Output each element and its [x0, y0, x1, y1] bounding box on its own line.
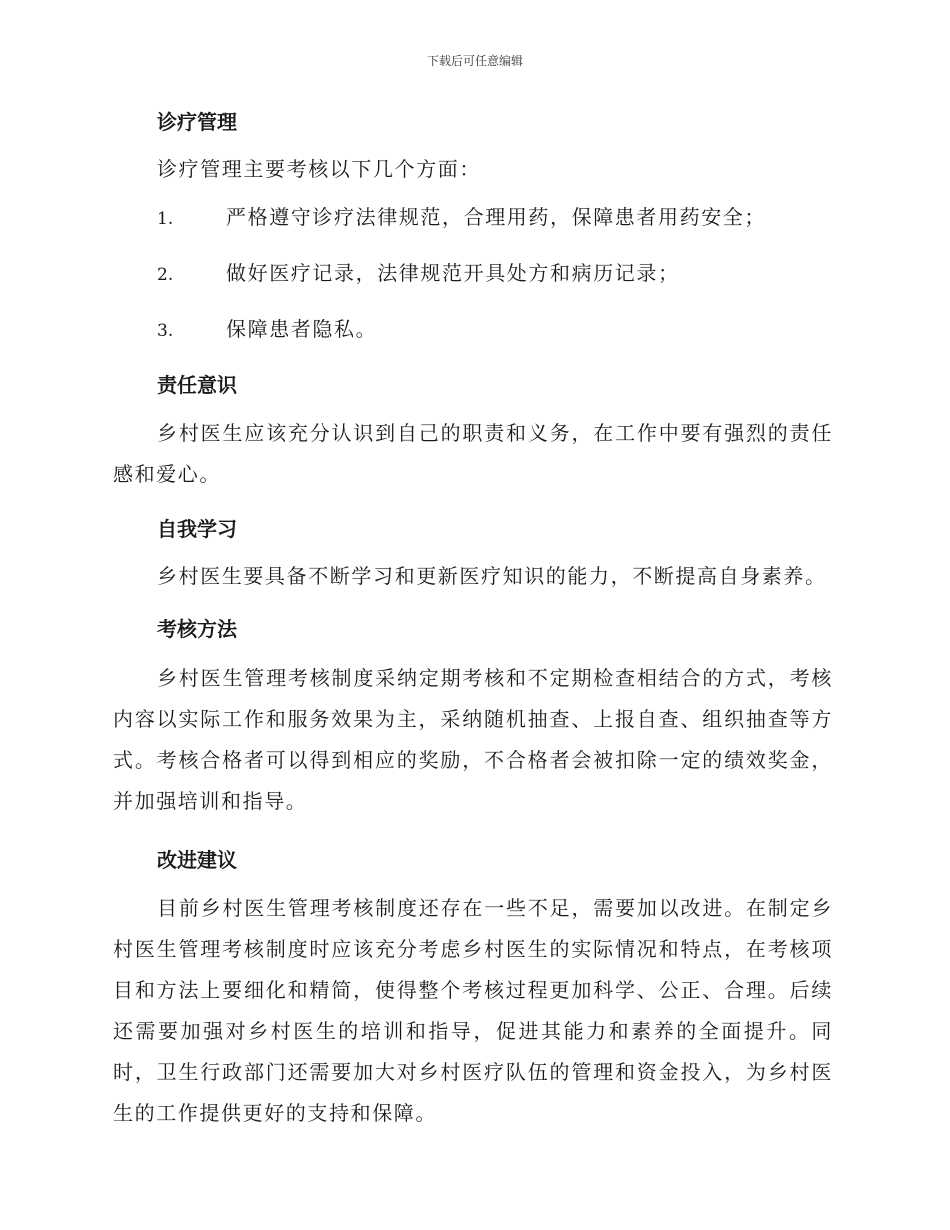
section-heading-responsibility: 责任意识 — [157, 373, 237, 397]
section-body-responsibility: 乡村医生应该充分认识到自己的职责和义务，在工作中要有强烈的责任感和爱心。 — [113, 421, 833, 486]
list-number: 3. — [157, 321, 174, 341]
section-heading-diagnosis: 诊疗管理 — [157, 110, 237, 134]
section-intro-diagnosis: 诊疗管理主要考核以下几个方面： — [157, 157, 481, 181]
section-body-assessment-method: 乡村医生管理考核制度采纳定期考核和不定期检查相结合的方式，考核内容以实际工作和服务效果为主，采纳随机抽查、上报自查、组织抽查等方式。考核合格者可以得到相应的奖励，不合格者会被扣除一定的绩效奖金，并加强培训和指导。 — [113, 666, 833, 813]
list-text: 严格遵守诊疗法律规范，合理用药，保障患者用药安全； — [226, 205, 766, 229]
list-text: 做好医疗记录，法律规范开具处方和病历记录； — [226, 261, 680, 285]
list-number: 1. — [157, 209, 174, 229]
section-heading-self-learning: 自我学习 — [157, 517, 237, 541]
list-item — [113, 259, 833, 289]
section-body-improvement: 目前乡村医生管理考核制度还存在一些不足，需要加以改进。在制定乡村医生管理考核制度时应该充分考虑乡村医生的实际情况和特点，在考核项目和方法上要细化和精简，使得整个考核过程更加科学、公正、合理。后续还需要加强对乡村医生的培训和指导，促进其能力和素养的全面提升。同时，卫生行政部门还需要加大对乡村医疗队伍的管理和资金投入，为乡村医生的工作提供更好的支持和保障。 — [113, 896, 833, 1125]
section-body-self-learning: 乡村医生要具备不断学习和更新医疗知识的能力，不断提高自身素养。 — [157, 564, 827, 588]
section-heading-assessment-method: 考核方法 — [157, 617, 237, 641]
section-heading-improvement: 改进建议 — [157, 848, 237, 872]
document-body — [113, 108, 833, 1134]
list-item — [113, 203, 833, 233]
list-item — [113, 315, 833, 345]
page-header: 下载后可任意编辑 — [426, 54, 523, 68]
diagnosis-list — [113, 203, 833, 345]
list-number: 2. — [157, 265, 174, 285]
list-text: 保障患者隐私。 — [226, 317, 378, 341]
